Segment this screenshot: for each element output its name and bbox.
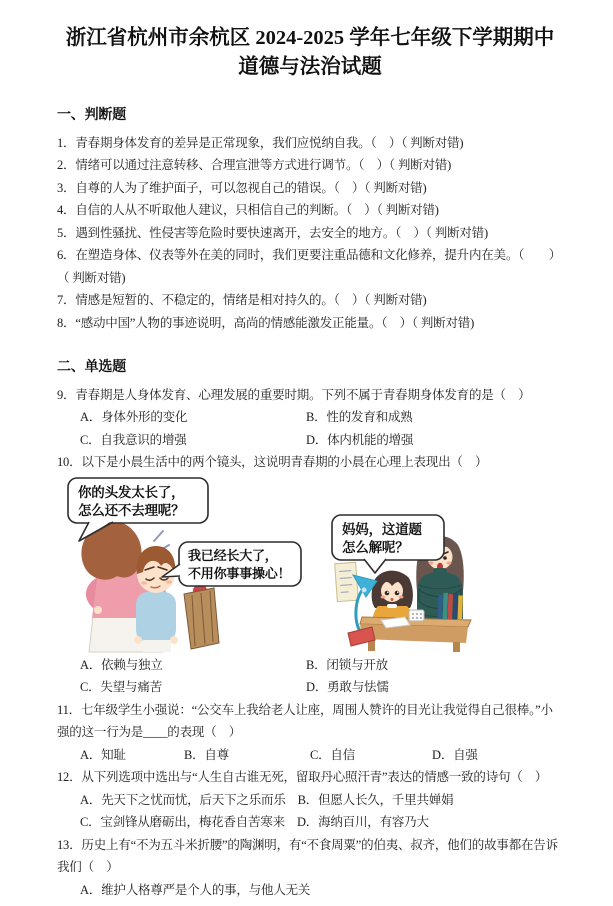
boy-bubble-line-2: 不用你事事操心！	[188, 565, 291, 581]
q10-option-b: B．闭锁与开放	[306, 657, 388, 672]
q12-option-a: A．先天下之忧而忧，后天下之乐而乐	[80, 792, 286, 807]
q9-option-d: D．体内机能的增强	[306, 432, 414, 447]
question-10-illustration	[65, 475, 473, 653]
scene-left	[68, 478, 301, 652]
q11-option-c: C．自信	[310, 747, 356, 762]
mom-bubble-line-1: 你的头发太长了，	[78, 484, 185, 500]
q12-option-c: C．宝剑锋从磨砺出，梅花香自苦寒来	[80, 815, 285, 829]
q10-option-d: D．勇敢与怯懦	[306, 680, 389, 694]
judgment-item-2: 2．情绪可以通过注意转移、合理宣泄等方式进行调节。（ ）（ 判断对错)	[57, 158, 452, 172]
books-on-desk	[438, 592, 463, 619]
q11-option-b: B．自尊	[184, 747, 230, 762]
trash-bin	[184, 584, 219, 649]
judgment-item-4: 4．自信的人从不听取他人建议，只相信自己的判断。（ ）（ 判断对错)	[57, 203, 439, 217]
question-13-options	[57, 879, 563, 902]
boy-bubble-line-1: 我已经长大了，	[188, 547, 278, 563]
page-title: 浙江省杭州市余杭区 2024-2025 学年七年级下学期期中道德与法治试题	[65, 27, 555, 78]
girl-bubble-line-1: 妈妈，这道题	[342, 521, 422, 537]
q12-option-b: B．但愿人长久，千里共婵娟	[297, 792, 454, 807]
q9-option-b: B．性的发育和成熟	[306, 410, 413, 424]
judgment-item-5: 5．遇到性骚扰、性侵害等危险时要快速离开，去安全的地方。（ ）（ 判断对错)	[57, 225, 488, 240]
boy-figure	[134, 546, 178, 652]
judgment-item-7: 7．情感是短暂的、不稳定的，情绪是相对持久的。（ ）（ 判断对错)	[57, 293, 427, 307]
q11-option-d: D．自强	[432, 747, 478, 762]
scene-right	[332, 515, 471, 652]
judgment-item-3: 3．自尊的人为了维护面子，可以忽视自己的错误。（ ）（ 判断对错)	[57, 180, 427, 195]
judgment-item-8: 8．“感动中国”人物的事迹说明，高尚的情感能激发正能量。（ ）（ 判断对错)	[57, 315, 475, 330]
q9-option-c: C．自我意识的增强	[80, 432, 187, 447]
q9-option-a: A．身体外形的变化	[80, 410, 188, 424]
girl-bubble-line-2: 怎么解呢？	[342, 539, 409, 555]
desk	[360, 617, 471, 652]
judgment-item-1: 1．青春期身体发育的差异是正常现象，我们应悦纳自我。（ ）（ 判断对错)	[57, 135, 464, 150]
question-9: 9．青春期是人身体发育、心理发展的重要时期。下列不属于青春期身体发育的是（ ）	[57, 387, 531, 402]
question-10-options	[57, 654, 563, 699]
note-sheet	[335, 562, 359, 601]
q11-option-a: A．知耻	[80, 747, 126, 762]
question-10: 10．以下是小晨生活中的两个镜头，这说明青春期的小晨在心理上表现出（ ）	[57, 455, 488, 469]
question-11: 11．七年级学生小强说：“公交车上我给老人让座，周围人赞许的目光让我觉得自己很棒。”小强的这一行为是____的表现（ ）	[57, 702, 553, 739]
calculator	[409, 610, 424, 621]
question-9-options	[57, 406, 563, 451]
speech-bubble-mom	[68, 478, 208, 542]
speech-bubble-boy	[161, 542, 301, 586]
section-choice-heading: 二、单选题	[57, 360, 126, 375]
question-13: 13．历史上有“不为五斗米折腰”的陶渊明，有“不食周粟”的伯夷、叔齐，他们的故事都在告诉我们（ ）	[57, 837, 558, 874]
q12-option-d: D．海纳百川，有容乃大	[296, 815, 429, 829]
section-judgment-heading: 一、判断题	[57, 108, 126, 123]
question-12-options-row-1	[57, 789, 563, 812]
judgment-item-6: 6．在塑造身体、仪表等外在美的同时，我们更要注重品德和文化修养，提升内在美。（ ） （ 判断对错)	[57, 248, 568, 285]
question-12: 12．从下列选项中选出与“人生自古谁无死，留取丹心照汗青”表达的情感一致的诗句（ ）	[57, 770, 548, 784]
question-12-options-row-2	[57, 811, 563, 834]
q10-option-c: C．失望与痛苦	[80, 680, 162, 694]
question-11-options	[57, 744, 563, 767]
q13-option-a: A．维护人格尊严是个人的事，与他人无关	[80, 882, 311, 897]
q10-option-a: A．依赖与独立	[80, 657, 163, 672]
mom-bubble-line-2: 怎么还不去理呢？	[78, 502, 185, 518]
